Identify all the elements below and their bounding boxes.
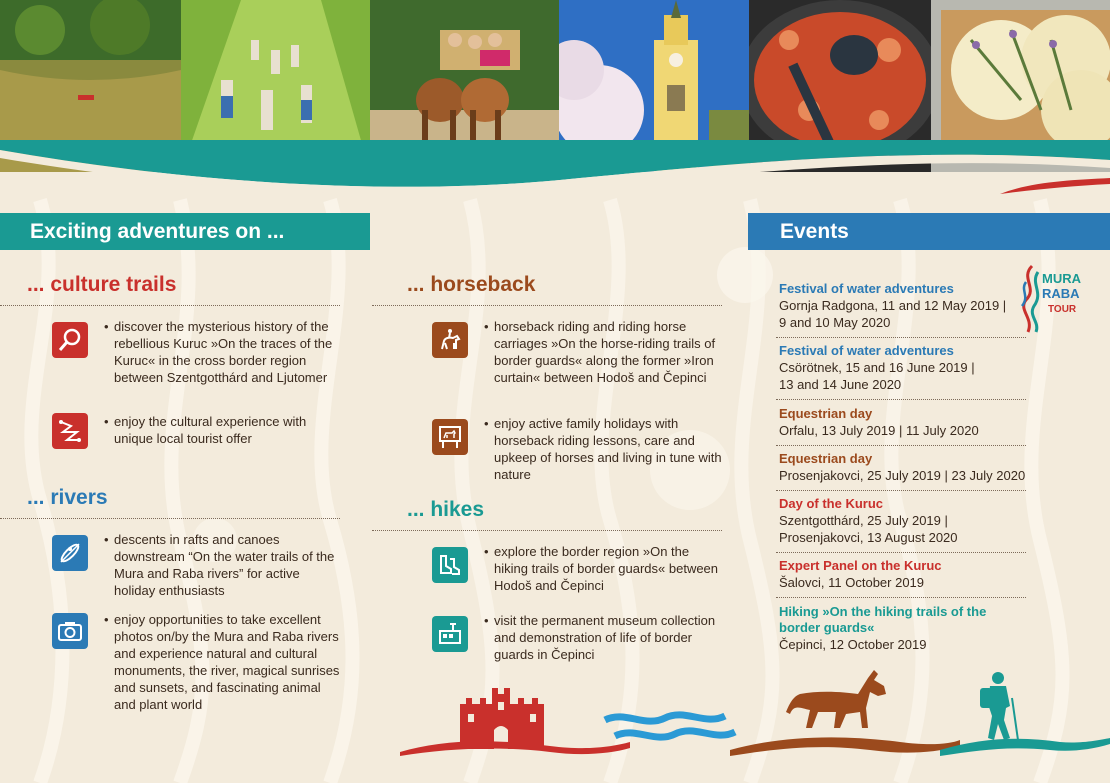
canoe-icon xyxy=(52,535,88,571)
culture-item-1 xyxy=(52,318,342,386)
hiking-boots-icon xyxy=(432,547,468,583)
event-desc-line: Orfalu, 13 July 2019 | 11 July 2020 xyxy=(779,423,979,438)
culture-item-1-text: • discover the mysterious history of the rebellious Kuruc »On the traces of the Kuruc« in the cross border region between Szentgotthárd and Ljutomer xyxy=(100,318,342,386)
hikes-title: ... hikes xyxy=(407,498,485,521)
adventures-header: Exciting adventures on ... xyxy=(0,213,370,250)
rivers-item-2-text: • enjoy opportunities to take excellent photos on/by the Mura and Raba rivers and experience natural and cultural monuments, the river, magical sunrises and sunsets, and fascinating animal and plant world xyxy=(100,611,342,713)
red-swoosh xyxy=(1000,178,1110,200)
event-desc-line: Csörötnek, 15 and 16 June 2019 | xyxy=(779,360,975,375)
divider xyxy=(0,305,340,306)
mura-raba-tour-logo xyxy=(1012,262,1092,334)
rivers-item-2 xyxy=(52,611,342,713)
event-desc-line: Gornja Radgona, 11 and 12 May 2019 | xyxy=(779,298,1007,313)
hikes-item-2-text: • visit the permanent museum collection and demonstration of life of border guards in Čepinci xyxy=(480,612,722,663)
event-desc-line: Prosenjakovci, 25 July 2019 | 23 July 2020 xyxy=(779,468,1026,483)
logo-line-2: RABA xyxy=(1042,286,1080,301)
event-title: Festival of water adventures xyxy=(779,343,954,358)
hikes-item-1 xyxy=(432,543,722,594)
events-header: Events xyxy=(748,213,1110,250)
event-desc-line: Szentgotthárd, 25 July 2019 | xyxy=(779,513,948,528)
horse-rider-icon xyxy=(432,322,468,358)
divider xyxy=(776,597,1026,598)
divider xyxy=(0,518,340,519)
horseback-item-2 xyxy=(432,415,722,483)
divider xyxy=(372,530,722,531)
horseback-item-1-text: • horseback riding and riding horse carriages »On the horse-riding trails of border guards« along the former »Iron curtain« between Hodoš and Čepinci xyxy=(480,318,722,386)
horse-sign-icon xyxy=(432,419,468,455)
event-title: Hiking »On the hiking trails of the border guards« xyxy=(779,604,987,635)
culture-item-2 xyxy=(52,413,342,449)
divider xyxy=(776,445,1026,446)
hikes-item-2 xyxy=(432,612,722,663)
footer-illustration xyxy=(400,664,1110,759)
museum-icon xyxy=(432,616,468,652)
horseback-item-2-text: • enjoy active family holidays with horseback riding lessons, care and upkeep of horses and living in tune with nature xyxy=(480,415,722,483)
event-title: Festival of water adventures xyxy=(779,281,954,296)
camera-icon xyxy=(52,613,88,649)
culture-trails-title: ... culture trails xyxy=(27,273,177,296)
event-desc-line: Čepinci, 12 October 2019 xyxy=(779,637,927,652)
event-title: Equestrian day xyxy=(779,406,873,421)
divider xyxy=(776,337,1026,338)
event-desc-line: Prosenjakovci, 13 August 2020 xyxy=(779,530,958,545)
horseback-item-1 xyxy=(432,318,722,386)
magnifier-icon xyxy=(52,322,88,358)
divider xyxy=(372,305,722,306)
horse-icon xyxy=(786,670,886,728)
event-desc-line: 9 and 10 May 2020 xyxy=(779,315,891,330)
logo-line-3: TOUR xyxy=(1048,304,1077,315)
logo-line-1: MURA xyxy=(1042,271,1081,286)
hikes-item-1-text: • explore the border region »On the hiking trails of border guards« between Hodoš and Čepinci xyxy=(480,543,722,594)
event-title: Equestrian day xyxy=(779,451,873,466)
route-icon xyxy=(52,413,88,449)
hiker-icon xyxy=(980,672,1018,740)
event-desc-line: 13 and 14 June 2020 xyxy=(779,377,902,392)
divider xyxy=(776,552,1026,553)
culture-item-2-text: • enjoy the cultural experience with unique local tourist offer xyxy=(100,413,342,449)
event-title: Day of the Kuruc xyxy=(779,496,884,511)
horseback-title: ... horseback xyxy=(407,273,536,296)
event-desc-line: Šalovci, 11 October 2019 xyxy=(779,575,925,590)
divider xyxy=(776,490,1026,491)
divider xyxy=(776,399,1026,400)
teal-wave-divider xyxy=(0,140,1110,210)
event-title: Expert Panel on the Kuruc xyxy=(779,558,942,573)
rivers-title: ... rivers xyxy=(27,486,108,509)
rivers-item-1-text: • descents in rafts and canoes downstream “On the water trails of the Mura and Raba rivers” for active holiday enthusiasts xyxy=(100,531,342,599)
rivers-item-1 xyxy=(52,531,342,599)
